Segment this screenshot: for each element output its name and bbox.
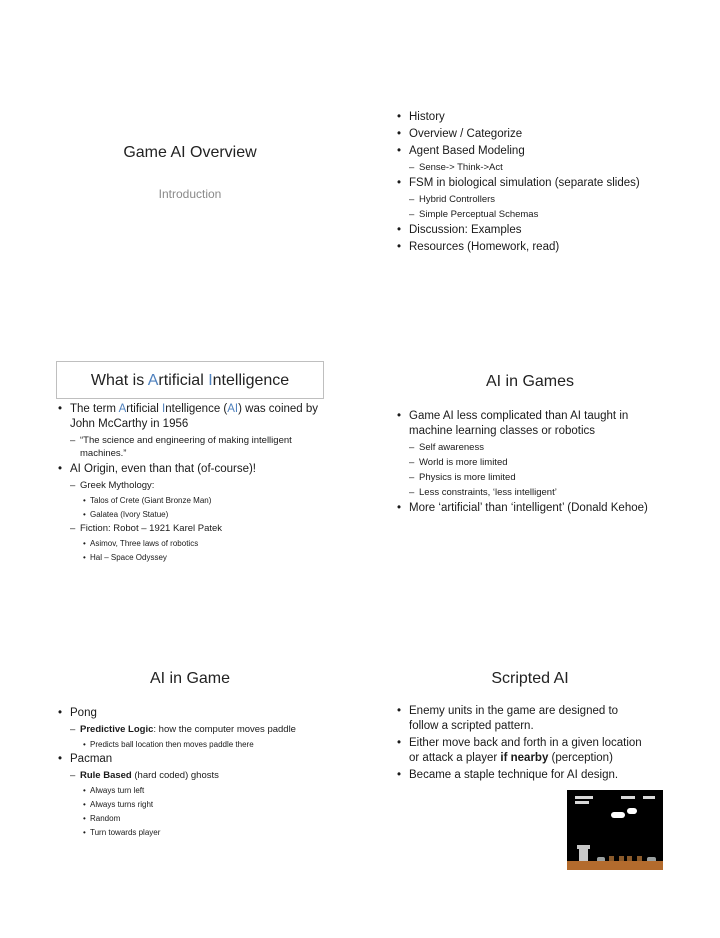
slide-6-bullet-scripted: • Enemy units in the game are designed to follow a scripted pattern. [395,704,645,734]
slide-5-ghost-rule: • Always turns right [56,798,336,811]
slide-3-bullet-ai-term: • The term Artificial Intelligence (AI) was coined by John McCarthy in 1956 [56,402,336,432]
slide-4-bullet: – Less constraints, ‘less intelligent’ [395,486,655,499]
slide-3-title-box [56,361,324,399]
slide-4-bullet: – World is more limited [395,456,655,469]
slide-3-bullet: – Fiction: Robot – 1921 Karel Patek [56,522,336,535]
slide-3-bullet: • Galatea (Ivory Statue) [56,508,336,521]
slide-4-bullet-list [395,409,655,518]
slide-5-bullet-pong: • Pong [56,706,336,721]
slide-3-bullet: • AI Origin, even than that (of-course)! [56,462,336,477]
slide-2-bullet-list [395,110,700,255]
slide-2-bullet: – Hybrid Controllers [395,193,700,206]
slide-1 [20,60,360,330]
slide-3-title: What is Artificial Intelligence [90,372,290,389]
slide-4-bullet: – Self awareness [395,441,655,454]
slide-6-bullet-staple: • Became a staple technique for AI design. [395,768,645,783]
slide-5-ghost-rule: • Random [56,812,336,825]
slide-2-bullet: • FSM in biological simulation (separate slides) [395,176,700,191]
slide-1-subtitle: Introduction [158,187,222,201]
slide-5-title: AI in Game [149,670,231,687]
slide-3-bullet-list [56,402,336,432]
slide-3-body [56,402,336,672]
slide-2 [395,110,700,380]
slide-2-bullet: • Resources (Homework, read) [395,240,700,255]
slide-5-bullet-predicts: • Predicts ball location then moves paddle there [56,738,336,751]
slide-1-title: Game AI Overview [123,144,257,161]
slide-2-bullet: • History [395,110,700,125]
slide-4-bullet: • Game AI less complicated than AI taught in machine learning classes or robotics [395,409,655,439]
slide-6-bullet-move: • Either move back and forth in a given location or attack a player if nearby (perception) [395,736,645,766]
platformer-game-screenshot-icon [567,790,663,870]
slide-2-bullet: • Overview / Categorize [395,127,700,142]
slide-3-bullet-list-rest [56,434,336,564]
slide-5 [56,668,336,938]
slide-4-title: AI in Games [485,373,575,390]
slide-4-bullet: – Physics is more limited [395,471,655,484]
slide-2-bullet: – Simple Perceptual Schemas [395,208,700,221]
slide-3-bullet: – Greek Mythology: [56,479,336,492]
slide-5-ghost-rule: • Always turn left [56,784,336,797]
slide-5-bullet-predictive: – Predictive Logic: how the computer moves paddle [56,723,336,736]
slide-2-bullet: • Discussion: Examples [395,223,700,238]
slide-5-bullet-list [56,706,336,840]
slide-5-bullet-rule-based: – Rule Based (hard coded) ghosts [56,769,336,782]
slide-3-bullet: – “The science and engineering of making intelligent machines.” [56,434,336,460]
slide-3-bullet: • Talos of Crete (Giant Bronze Man) [56,494,336,507]
slide-2-bullet: • Agent Based Modeling [395,144,700,159]
slide-4 [395,362,665,632]
slide-2-bullet: – Sense-> Think->Act [395,161,700,174]
slide-6-bullet-list [395,704,645,785]
slide-3-bullet: • Asimov, Three laws of robotics [56,537,336,550]
slide-5-bullet-pacman: • Pacman [56,752,336,767]
slide-3-bullet: • Hal – Space Odyssey [56,551,336,564]
slide-4-bullet: • More ‘artificial’ than ‘intelligent’ (Donald Kehoe) [395,501,655,516]
slide-5-ghost-rule: • Turn towards player [56,826,336,839]
slide-6-title: Scripted AI [491,670,569,687]
